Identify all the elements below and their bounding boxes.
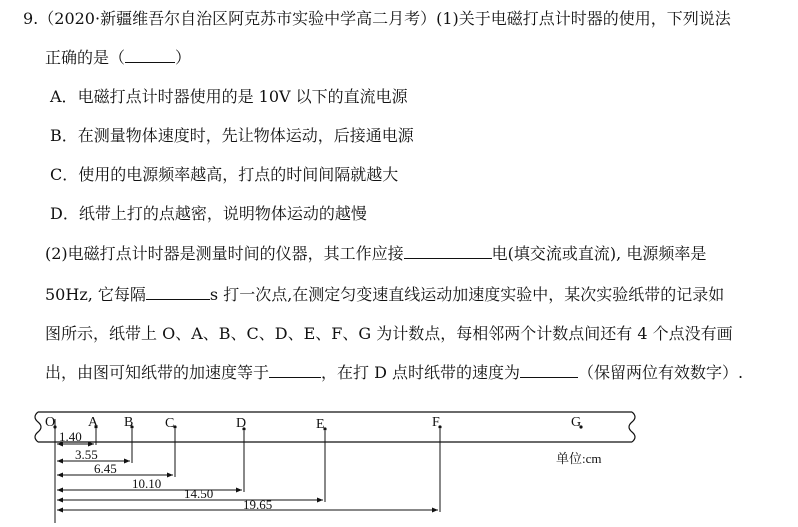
point-label-a: A (88, 415, 99, 430)
option-letter: A． (50, 87, 78, 106)
distance-oe: 14.50 (184, 486, 214, 501)
part2-text: 出，由图可知纸带的加速度等于 (45, 363, 270, 382)
part2-text: ，在打 D 点时纸带的速度为 (321, 363, 521, 382)
part2-line-2 (45, 285, 724, 305)
part1-prompt: (1)关于电磁打点计时器的使用，下列说法 (436, 9, 731, 28)
unit-label: 单位:cm (556, 451, 602, 466)
point-label-b: B (124, 415, 134, 430)
option-text: 在测量物体速度时，先让物体运动，后接通电源 (77, 126, 414, 145)
part2-text: 电(填交流或直流), 电源频率是 (491, 244, 707, 263)
part1-cont-close: ） (175, 48, 192, 67)
question-source: （2020·新疆维吾尔自治区阿克苏市实验中学高二月考） (38, 9, 437, 28)
part2-text: s 打一次点,在测定匀变速直线运动加速度实验中，某次实验纸带的记录如 (209, 285, 725, 304)
part2-line-1 (45, 244, 706, 264)
part2-line-3 (45, 324, 733, 344)
point-labels (45, 415, 581, 432)
answer-blank-5[interactable] (520, 363, 578, 378)
distance-of: 19.65 (243, 497, 273, 512)
part2-text: （保留两位有效数字）. (578, 363, 744, 382)
option-text: 电磁打点计时器使用的是 10V 以下的直流电源 (77, 87, 408, 106)
point-label-c: C (165, 416, 175, 431)
answer-blank-4[interactable] (269, 363, 321, 378)
part2-text: (2)电磁打点计时器是测量时间的仪器，其工作应接 (45, 244, 404, 263)
option-letter: D． (50, 204, 79, 223)
distance-od: 10.10 (132, 476, 162, 491)
distance-ob: 3.55 (75, 447, 98, 462)
ticker-tape-figure (0, 405, 798, 527)
part1-cont-text: 正确的是（ (45, 48, 126, 67)
part2-line-4 (45, 363, 743, 383)
option-letter: C． (50, 165, 79, 184)
point-label-o: O (45, 415, 56, 430)
point-label-d: D (236, 416, 247, 431)
point-label-f: F (432, 415, 440, 430)
distance-oc: 6.45 (94, 461, 117, 476)
part2-text: 50Hz, 它每隔 (45, 285, 146, 304)
option-a[interactable] (50, 87, 408, 107)
question-number: 9. (23, 9, 39, 28)
answer-blank-2[interactable] (404, 244, 492, 259)
answer-blank-1[interactable] (125, 48, 175, 63)
part1-continuation (45, 48, 191, 68)
option-b[interactable] (50, 126, 414, 146)
option-text: 使用的电源频率越高，打点的时间间隔就越大 (78, 165, 399, 184)
distance-oa: 1.40 (59, 429, 82, 444)
point-label-e: E (316, 417, 325, 432)
option-letter: B． (50, 126, 78, 145)
option-c[interactable] (50, 165, 398, 185)
point-label-g: G (571, 415, 582, 430)
option-d[interactable] (50, 204, 367, 224)
part2-text: 图所示，纸带上 O、A、B、C、D、E、F、G 为计数点，每相邻两个计数点间还有 4 个点没有画 (45, 324, 733, 343)
option-text: 纸带上打的点越密，说明物体运动的越慢 (78, 204, 367, 223)
answer-blank-3[interactable] (146, 285, 210, 300)
question-header (23, 9, 731, 29)
